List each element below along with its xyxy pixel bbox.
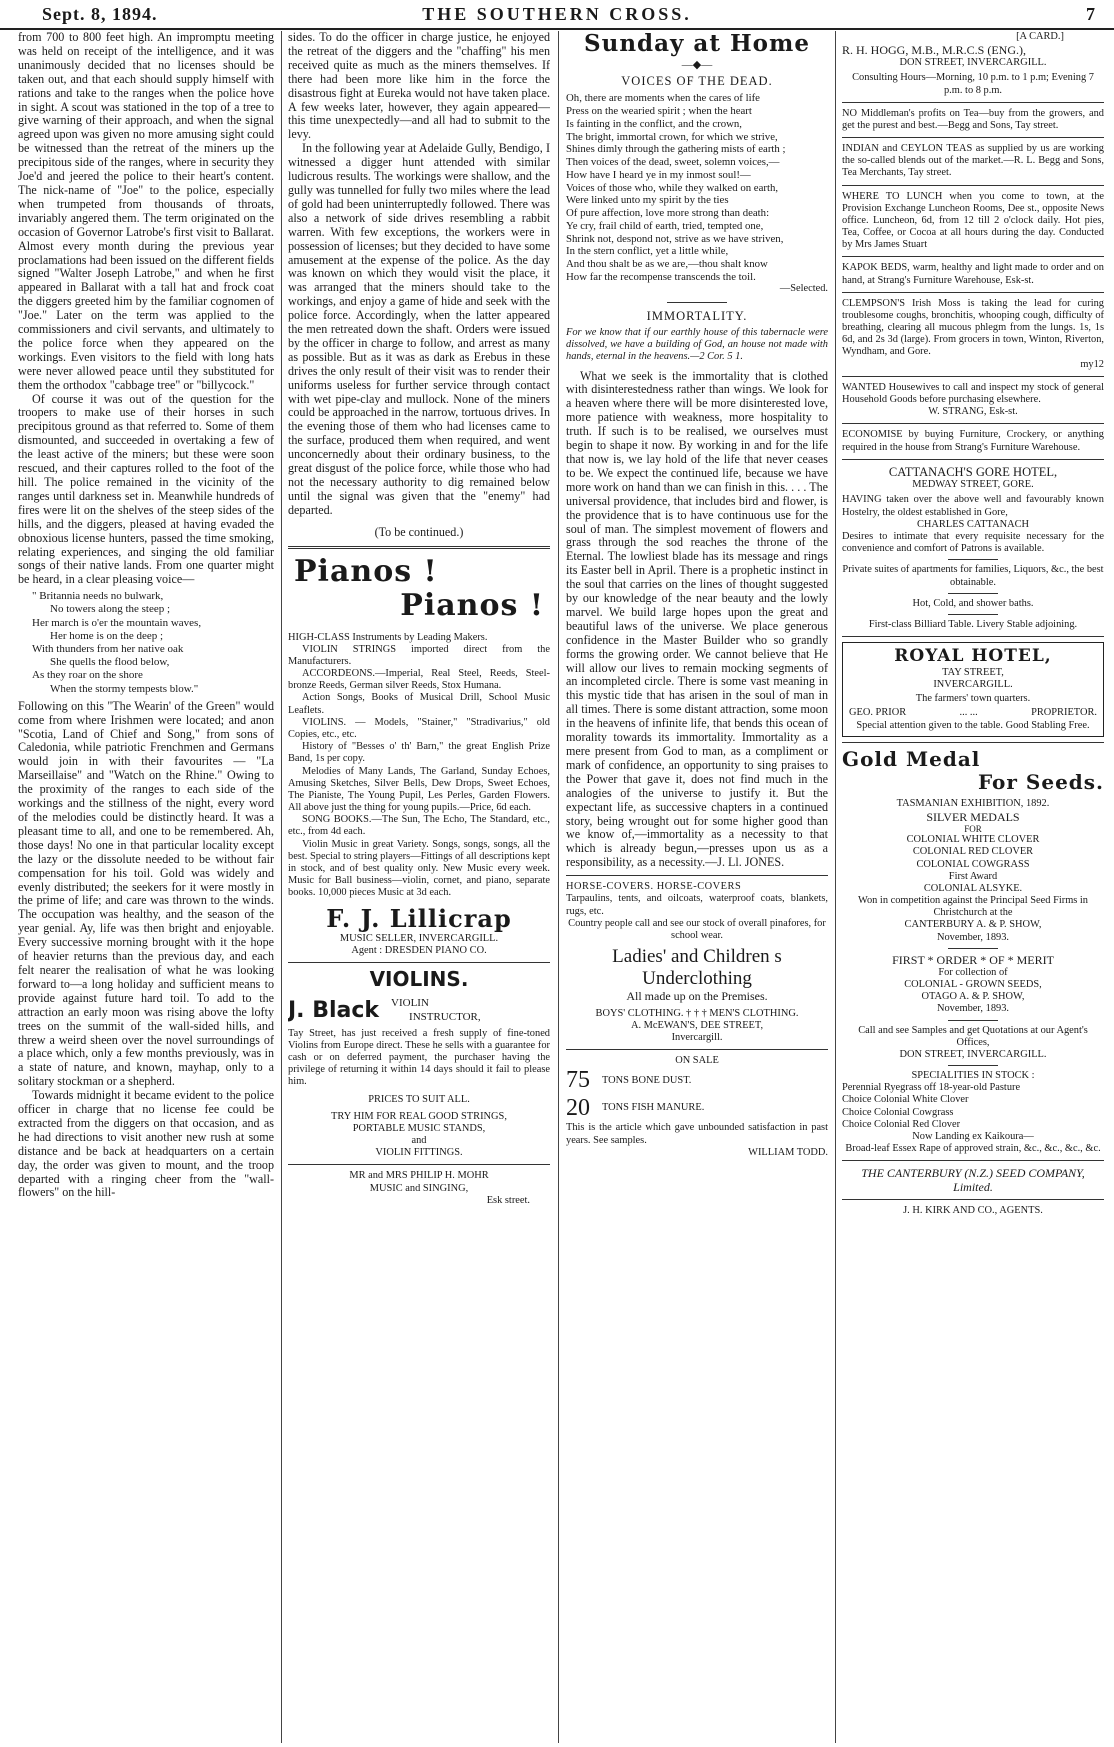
black-offer-line: and <box>411 1135 427 1147</box>
hogg-hours: Consulting Hours—Morning, 10 p.m. to 1 p.m; Evening 7 p.m. to 8 p.m. <box>852 72 1094 96</box>
divider <box>842 185 1104 186</box>
divider <box>842 742 1104 743</box>
seed-line: COLONIAL - GROWN SEEDS, <box>904 979 1042 990</box>
bone-dust-line <box>566 1067 828 1095</box>
fish-manure-line <box>566 1095 828 1123</box>
royal-farmers: The farmers' town quarters. <box>915 693 1031 705</box>
royal-proprietor-row <box>849 707 1097 719</box>
cattanach-billiard: First-class Billiard Table. Livery Stable adjoining. <box>868 618 1078 630</box>
speciality-item: Broad-leaf Essex Rape of approved strain, &c., &c., &c., &c. <box>845 1143 1101 1155</box>
gold-medal-heading: Gold Medal <box>842 746 981 771</box>
seed-line: COLONIAL COWGRASS <box>916 858 1030 870</box>
verse-line: Her march is o'er the mountain waves, <box>32 616 202 629</box>
column-1-article <box>18 31 274 1747</box>
seed-line: For collection of <box>938 966 1008 978</box>
divider <box>288 962 550 963</box>
column-rule <box>281 31 282 1743</box>
mcewan-town: Invercargill. <box>671 1031 723 1043</box>
ornament: —◆— <box>681 59 713 72</box>
pianos-heading: Pianos ! <box>400 588 544 624</box>
royal-proprietor-label: PROPRIETOR. <box>1031 707 1097 719</box>
economise-advert: ECONOMISE by buying Furniture, Crockery, or anything required in the house from Strang's Furniture Warehouse. <box>842 429 1104 453</box>
speciality-item: Choice Colonial Cowgrass <box>842 1106 954 1118</box>
article-paragraph: Following on this "The Wearin' of the Green" would come from where Irishmen were located; and anon "Scotia, Land of Chief and Song," from sons of Caledonia, while patriotic Frenchmen and Germans would join in with their favourites — "La Marseillaise" and "Watch on the Rhine." Owing to the proximity of the ranges to each side of the workings and the stillness of the night, every word of the melodies could be distinctly heard. It was a pleasant time to all, and one to be remembered. Ah, those days! No one in that particular locality except the lazy or the dissolute needed to be without fair compensation for his toil. Gold was widely and evenly distributed; the seekers for it were mostly in the prime of life; and care was thrown to the winds. The occupation was healthy, and the season of the year genial. Ay, life was then bright and enjoyable. Every successive morning brought with it the hope of heavier returns than the previous day, and each felt nearer the realisation of what he was looking forward to—a long holiday and sufficient means to provide against future hard toil. To add to the attraction an early moon was rising above the lofty trees on the summit of the wall-sided hills, and threw a weird sheen over the novel surroundings of a place which, only a few months previously, was in a state of nature, and known, mayhap, only to a solitary stockman or a shepherd. <box>18 698 274 1089</box>
black-offer-line: PORTABLE MUSIC STANDS, <box>352 1122 486 1134</box>
lillicrap-subtitle: MUSIC SELLER, INVERCARGILL. <box>339 933 499 944</box>
column-rule <box>835 31 836 1743</box>
royal-proprietor-name: GEO. PRIOR <box>849 707 907 719</box>
verse-line: With thunders from her native oak <box>32 643 184 655</box>
royal-heading: ROYAL HOTEL, <box>894 646 1052 667</box>
column-2 <box>288 31 550 1747</box>
seed-line: SPECIALITIES IN STOCK : <box>911 1070 1035 1082</box>
divider <box>842 459 1104 460</box>
advert-line: Violin Music in great Variety. Songs, songs, songs, all the best. Special to string players—Fittings of all descriptions kept in stock, and of best quality only. New Music every week. Music for Ball business—violin, cornet, and piano, separate books. 10,000 pieces Music at 3d each. <box>288 838 550 899</box>
issue-date: Sept. 8, 1894. <box>42 4 158 24</box>
poem-line: Of pure affection, love more strong than death: <box>566 207 770 220</box>
verse-line: When the stormy tempests blow." <box>50 682 199 695</box>
song-verse <box>32 590 274 696</box>
tea-advert: NO Middleman's profits on Tea—buy from the growers, and get the purest and best.—Begg and Sons, Tay street. <box>842 107 1104 131</box>
royal-dots: ... ... <box>959 707 978 719</box>
advert-line: HIGH-CLASS Instruments by Leading Makers. <box>288 631 488 643</box>
pianos-advert <box>288 555 550 958</box>
cattanach-name: CHARLES CATTANACH <box>916 518 1030 530</box>
seed-agents: J. H. KIRK AND CO., AGENTS. <box>903 1205 1043 1217</box>
immortality-heading: IMMORTALITY. <box>646 308 748 323</box>
verse-line: No towers along the steep ; <box>50 603 171 616</box>
black-body: Tay Street, has just received a fresh supply of fine-toned Violins from Europe direct. These he sells with a guarantee for cash or on deferred payment, the purchaser having the privilege of returning it within 14 days should it fail to please him. <box>288 1027 550 1088</box>
divider <box>948 593 998 594</box>
page-number: 7 <box>1086 4 1096 24</box>
wanted-signature: W. STRANG, Esk-st. <box>928 406 1018 418</box>
seed-line: November, 1893. <box>936 1003 1009 1015</box>
for-seeds-heading: For Seeds. <box>977 770 1104 795</box>
poem-line: And thou shalt be as we are,—thou shalt know <box>566 258 768 270</box>
speciality-item: Now Landing ex Kaikoura— <box>912 1130 1034 1142</box>
poem-line: How have I heard ye in my inmost soul!— <box>566 168 751 181</box>
divider <box>842 256 1104 257</box>
seed-line: November, 1893. <box>936 931 1009 943</box>
black-title-line: INSTRUCTOR, <box>409 1010 481 1023</box>
seed-company-advert <box>842 748 1104 1218</box>
column-4-adverts <box>842 31 1104 1747</box>
poem-line: Is fainting in the conflict, and the crown, <box>566 117 742 130</box>
divider <box>842 292 1104 293</box>
bone-dust-label: TONS BONE DUST. <box>602 1074 692 1086</box>
lillicrap-name: F. J. Lillicrap <box>326 904 512 934</box>
hogg-address: DON STREET, INVERCARGILL. <box>899 57 1047 69</box>
column-3 <box>566 31 828 1747</box>
todd-advert <box>566 1055 828 1159</box>
verse-line: As they roar on the shore <box>32 669 143 682</box>
selected-credit: —Selected. <box>779 283 828 295</box>
article-paragraph: In the following year at Adelaide Gully, Bendigo, I witnessed a digger hunt attended with similar ludicrous results. The workings were shallow, and the gully was tunnelled for fully two miles where the lead of gold had been uninterruptedly followed. There was also a network of side drives resembling a rabbit warren. With few exceptions, the workers were in possession of licenses; but they decided to have some amusement at the expense of the police. As the day was known on which they would visit the place, it was arranged that the miners should take to the workings, and enjoy a game of hide and seek with the police force. Accordingly, when the latter appeared the men retreated down the shaft. Orders were issued by the officer in charge to follow, and arrest as many as possible. But as it was as dark as Erebus in these drives the only result of their visit was to render their uniforms useless for further service through contact with wet pipe-clay and mullock. None of the miners could be approached in the narrow, tortuous drives. In the evening those of them who had licenses came to the surface, produced them when required, and went unconcernedly about their ordinary business, to the great disgust of the police force, while those who had not the necessary authority to dig remained below until the signal was given that the "enemy" had departed. <box>288 141 550 517</box>
fish-manure-label: TONS FISH MANURE. <box>602 1102 705 1114</box>
premises-line: All made up on the Premises. <box>626 988 768 1003</box>
seed-line: SILVER MEDALS <box>926 809 1020 824</box>
divider <box>842 1199 1104 1200</box>
cattanach-advert <box>842 465 1104 631</box>
todd-name: WILLIAM TODD. <box>748 1146 828 1158</box>
cattanach-suites: Private suites of apartments for families, Liquors, &c., the best obtainable. <box>842 564 1104 588</box>
divider <box>288 1164 550 1165</box>
mohr-advert <box>288 1170 550 1207</box>
mohr-address: Esk street. <box>486 1194 530 1206</box>
underclothing-heading: Underclothing <box>642 967 752 989</box>
article-paragraph: Of course it was out of the question for the troopers to make use of their horses in such precipitous ground as that referred to. Some of them dismounted, and succeeded in overtaking a few of the least active of the miners; but these were soon rescued, and their captures rolled to the foot of the hill. The police remained in the vicinity of the ranges until darkness set in. Meanwhile hundreds of fires were lit on the shelves of the steep sides of the hills, and the diggers, pleased at having evaded the obnoxious license hunters, passed the time smoking, relating experiences, and singing the old familiar songs of their native lands. From one quarter might be heard, in a clear pleasing voice— <box>18 391 274 587</box>
verse-line: " Britannia needs no bulwark, <box>32 590 164 603</box>
divider <box>948 559 998 560</box>
royal-hotel-advert <box>842 642 1104 737</box>
cattanach-body: HAVING taken over the above well and favourably known Hostelry, the oldest established in Gore, <box>842 494 1104 518</box>
article-paragraph: Towards midnight it became evident to the police officer in charge that no license fee could be extracted from the diggers on that occasion, and as he had directions to visit another new rush at some distance and be back at headquarters on a certain day, the order was given to mount, and the troop departed with a ringing cheer from the "wall-flowers" on the hill- <box>18 1088 274 1200</box>
speciality-item: Choice Colonial White Clover <box>842 1094 969 1106</box>
seed-line: First Award <box>948 870 998 882</box>
royal-town: INVERCARGILL. <box>933 679 1013 691</box>
poem-line: The bright, immortal crown, for which we strive, <box>566 130 778 143</box>
divider <box>566 1049 828 1050</box>
divider <box>948 614 998 615</box>
divider <box>288 546 550 549</box>
horse-covers-body: Tarpaulins, tents, and oilcoats, waterproof coats, blankets, rugs, etc. <box>566 893 828 917</box>
bone-dust-quantity: 75 <box>566 1067 590 1094</box>
immortality-body: What we seek is the immortality that is clothed with disinterestedness rather than wings. We look for a heaven where there will be more disinterested love, more patience with weakness, more hospitality to truth. If such is to be realised, we ourselves must begin to shape it now. By working in and for the life that now is, we lay hold of the life that never ceases to be. We expect the continued life, because we have more work on hand than we can finish in this. . . . The universal providence, that includes bird and flower, is the providence that is to have continuous use for the soul of man. The simplest movement of flowers and grass through the sod reaches the throne of the Eternal. The lowliest blade has its message and rings its Easter bell in April. There is a prophetic instinct in the soul that carries on the lines of thought suggested by our knowledge of the near beauty and the lowly marvel. We build large hopes upon the great and beautiful laws of the universe. We place generous confidence in the Master Builder who so grandly forms the growing order. We cannot believe that He will allow our lives to remain mocking segments of an incompleted circle. There is some vast meaning in this mystic tide that has arisen in the soul of man in all times. There is some distant attraction, some moon in the heavens of infinite life, that bends this ocean of morality towards its immortality. Immortality as a mere present from God to man, as a compliment or mark of confidence, an opportunity to sing praises to the Power that gave it, does not find much in the analogies of the universe to justify it. But the expectant life, as successive chapters in a continued story, being wrought out for some higher good than we know of,—immortality as a necessity to that which is already begun,—presses upon us as a responsibility, as a necessity.—J. Ll. JONES. <box>566 368 828 870</box>
verse-line: She quells the flood below, <box>50 656 170 669</box>
divider <box>667 302 727 303</box>
divider <box>948 948 998 949</box>
sunday-at-home-heading: Sunday at Home <box>584 31 810 57</box>
advert-line: Action Songs, Books of Musical Drill, School Music Leaflets. <box>288 692 550 716</box>
royal-street: TAY STREET, <box>942 666 1004 678</box>
kapok-advert: KAPOK BEDS, warm, healthy and light made to order and on hand, at Strang's Furniture Warehouse, Esk-st. <box>842 262 1104 286</box>
divider <box>842 137 1104 138</box>
clothing-row: BOYS' CLOTHING. † † † MEN'S CLOTHING. <box>595 1007 799 1019</box>
royal-special: Special attention given to the table. Good Stabling Free. <box>856 719 1090 731</box>
mohr-subject: MUSIC and SINGING, <box>369 1182 469 1194</box>
black-header <box>288 997 550 1023</box>
divider <box>948 1020 998 1021</box>
country-people: Country people call and see our stock of overall pinafores, for school wear. <box>568 917 826 941</box>
seed-line: DON STREET, INVERCARGILL. <box>899 1048 1047 1060</box>
divider <box>842 636 1104 637</box>
verse-line: Her home is on the deep ; <box>50 629 164 642</box>
cattanach-baths: Hot, Cold, and shower baths. <box>912 597 1034 609</box>
black-offer-line: TRY HIM FOR REAL GOOD STRINGS, <box>331 1110 507 1122</box>
black-name: J. Black <box>288 997 380 1023</box>
on-sale: ON SALE <box>675 1055 719 1067</box>
black-title <box>391 997 481 1023</box>
divider <box>842 102 1104 103</box>
poem-line: Press on the wearied spirit ; when the heart <box>566 105 752 118</box>
speciality-item: Choice Colonial Red Clover <box>842 1118 961 1130</box>
seed-line: TASMANIAN EXHIBITION, 1892. <box>896 797 1050 809</box>
seed-line: OTAGO A. & P. SHOW, <box>921 991 1025 1003</box>
advert-line: ACCORDEONS.—Imperial, Real Steel, Reeds, Steel-bronze Reeds, German silver Reeds, Stox Humana. <box>288 668 550 692</box>
mcewan-advert <box>566 881 828 1044</box>
seed-line: FIRST * ORDER * OF * MERIT <box>892 952 1054 967</box>
fish-manure-quantity: 20 <box>566 1094 590 1121</box>
card-label: [A CARD.] <box>1016 31 1064 42</box>
divider <box>842 1160 1104 1161</box>
indian-tea-advert: INDIAN and CEYLON TEAS as supplied by us are working the so-called blends out of the market.—R. L. Begg and Sons, Tea Merchants, Tay street. <box>842 143 1104 179</box>
seed-line: Won in competition against the Principal Seed Firms in Christchurch at the <box>857 895 1089 919</box>
black-title-line: VIOLIN <box>391 997 429 1010</box>
divider <box>566 875 828 876</box>
lillicrap-agent: Agent : DRESDEN PIANO CO. <box>351 945 487 957</box>
poem-line: Voices of those who, while they walked on earth, <box>566 181 779 194</box>
poem-line: Ye cry, frail child of earth, tried, tempted one, <box>566 219 764 232</box>
lunch-advert: WHERE TO LUNCH when you come to town, at the Provision Exchange Luncheon Rooms, Dee st., opposite News office. Luncheon, 6d, from 12 till 2 o'clock daily. Hot pies, Tea, Coffee, or Cocoa at all hours during the day. Conducted by Mrs James Stuart <box>842 190 1104 251</box>
seed-company-name: THE CANTERBURY (N.Z.) SEED COMPANY, Limited. <box>861 1166 1085 1195</box>
voices-heading: VOICES OF THE DEAD. <box>621 74 773 89</box>
pianos-body <box>288 632 550 900</box>
speciality-item: Perennial Ryegrass off 18-year-old Pasture <box>842 1082 1021 1094</box>
cattanach-street: MEDWAY STREET, GORE. <box>912 479 1034 491</box>
black-prices: PRICES TO SUIT ALL. <box>368 1093 470 1105</box>
wanted-advert: WANTED Housewives to call and inspect my stock of general Household Goods before purchasing elsewhere. <box>842 381 1104 405</box>
seed-line: COLONIAL ALSYKE. <box>923 882 1023 894</box>
hogg-name: R. H. HOGG, M.B., M.R.C.S (ENG.), <box>842 43 1027 58</box>
horse-covers-heading: HORSE-COVERS. HORSE-COVERS <box>566 881 742 893</box>
advert-line: VIOLINS. — Models, "Stainer," "Stradivarius," old Copies, etc., etc. <box>288 716 550 740</box>
poem-line: Oh, there are moments when the cares of life <box>566 92 760 105</box>
voices-poem <box>566 92 828 283</box>
advert-code: my12 <box>1080 358 1104 370</box>
violins-advert <box>288 968 550 1159</box>
advert-line: Melodies of Many Lands, The Garland, Sunday Echoes, Amusing Sketches, Silver Bells, Dew Drops, Sweet Echoes, The Pianiste, The Young Pupil, Les Perles, Garden Flowers. All above just the thing for young pupils.—Price, 6d each. <box>288 765 550 814</box>
masthead <box>0 0 1114 30</box>
poem-line: Shines dimly through the gathering mists of earth ; <box>566 143 786 156</box>
seed-line: COLONIAL WHITE CLOVER <box>906 834 1040 846</box>
ladies-heading: Ladies' and Children s <box>612 946 782 968</box>
poem-line: In the stern conflict, yet a little while, <box>566 245 729 258</box>
todd-body: This is the article which gave unbounded satisfaction in past years. See samples. <box>566 1122 828 1146</box>
violins-heading: VIOLINS. <box>369 967 469 992</box>
article-paragraph: sides. To do the officer in charge justice, he enjoyed the retreat of the diggers and the "chaffing" his men received quite as much as the miners themselves. If there had been more like him in the force the disastrous fight at Eureka would not have taken place. A few weeks later, however, they again appeared—this time unexpectedly—and all had to submit to the levy. <box>288 31 550 142</box>
scripture-quote: For we know that if our earthly house of this tabernacle were dissolved, we have a building of God, an house not made with hands, eternal in the heavens.—2 Cor. 5 1. <box>566 327 828 363</box>
pianos-heading: Pianos ! <box>294 553 438 589</box>
seed-line: CANTERBURY A. & P. SHOW, <box>904 919 1042 931</box>
newspaper-title: THE SOUTHERN CROSS. <box>422 4 692 24</box>
seed-line: FOR <box>964 823 982 834</box>
poem-line: Were linked unto my spirit by the ties <box>566 194 729 207</box>
irish-moss-advert: CLEMPSON'S Irish Moss is taking the lead for curing troublesome coughs, bronchitis, whooping cough, difficulty of breathing, clearing all mucous phlegm from the lungs. 1s, 1s 6d, and 2s 3d (large). From grocers in town, Winton, Riverton, Wyndham, and Gore. <box>842 297 1104 358</box>
article-paragraph: from 700 to 800 feet high. An impromptu meeting was held on receipt of the intelligence, and it was unanimously decided that no licenses should be taken out, and that each should supply himself with rations and take to the ranges when the police hove in sight. A scout was stationed in the top of a tree to give warning of their approach, and when the signal agreed upon was given no more amusing sight could be witnessed than the retreat of the miners up the precipitous side of the ranges, where in security they Joe'd and jeered the police to their heart's content. The nick-name of "Joe" to the police, especially when trumpeted from thousands of throats, invariably angered them. The term originated on the occasion of Governor Latrobe's first visit to Ballarat. Almost every month during the previous year proclamations had been issued on the different fields signed "Walter Joseph Latrobe," and when he first appeared in Ballarat with a tall hat and frock coat the diggers greeted him by the familiar cognomen of "Joe." Later on the term was applied to the commissioners and civil servants, and ultimately to the police force when they appeared on the workings. Even visitors to the field with long hats were never allowed peace until they substituted for them the orthodox "cabbage tree" or "billycock." <box>18 31 274 392</box>
poem-line: Then voices of the dead, sweet, solemn voices,— <box>566 156 780 169</box>
divider <box>842 423 1104 424</box>
black-offer-line: VIOLIN FITTINGS. <box>375 1147 463 1159</box>
poem-line: Shrink not, despond not, strive as we have striven, <box>566 232 784 245</box>
column-rule <box>558 31 559 1743</box>
to-be-continued: (To be continued.) <box>374 524 464 539</box>
seed-line: COLONIAL RED CLOVER <box>912 846 1034 858</box>
mohr-names: MR and MRS PHILIP H. MOHR <box>349 1170 489 1182</box>
poem-line: How far the recompense transcends the toil. <box>566 270 756 283</box>
advert-line: SONG BOOKS.—The Sun, The Echo, The Standard, etc., etc., from 4d each. <box>288 814 550 838</box>
divider <box>948 1065 998 1066</box>
mcewan-address: A. McEWAN'S, DEE STREET, <box>630 1019 764 1031</box>
cattanach-desire: Desires to intimate that every requisite necessary for the convenience and comfort of Patrons is available. <box>842 530 1104 555</box>
cattanach-heading: CATTANACH'S GORE HOTEL, <box>888 464 1058 479</box>
advert-line: VIOLIN STRINGS imported direct from the Manufacturers. <box>288 643 550 667</box>
advert-line: History of "Besses o' th' Barn," the great English Prize Band, 1s per copy. <box>288 741 550 765</box>
divider <box>842 376 1104 377</box>
seed-line: Call and see Samples and get Quotations at our Agent's Offices, <box>858 1024 1088 1048</box>
